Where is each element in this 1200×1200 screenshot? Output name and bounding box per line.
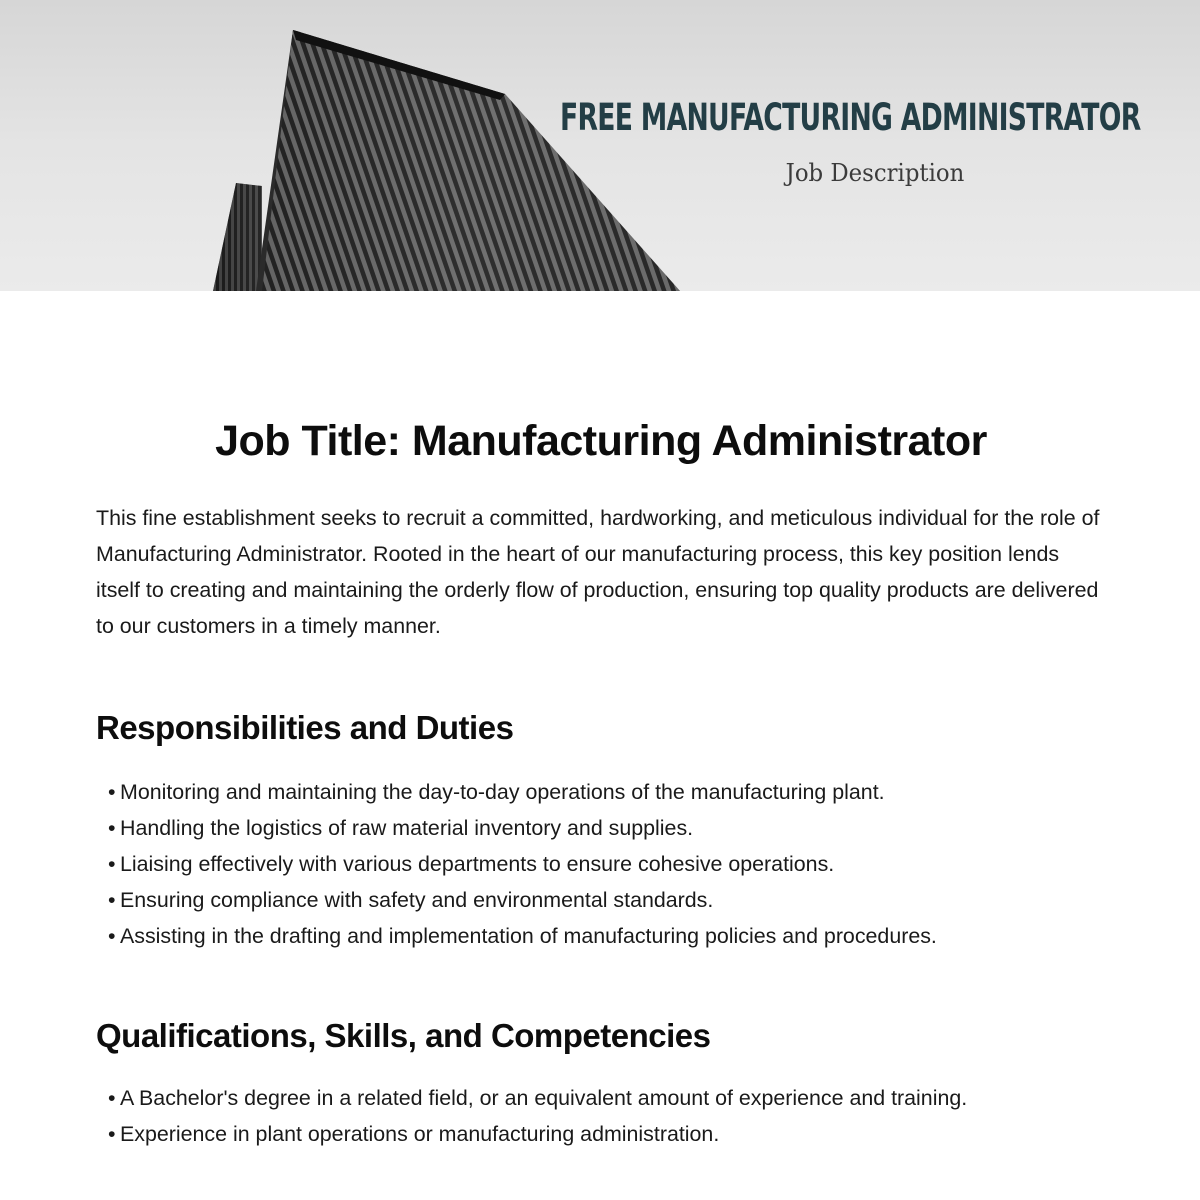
section-heading-responsibilities: Responsibilities and Duties [96, 709, 514, 746]
bullet-icon: • [108, 888, 116, 912]
header-banner [0, 0, 1200, 291]
document-title: Job Title: Manufacturing Administrator [215, 417, 987, 465]
intro-paragraph: This fine establishment seeks to recruit a committed, hardworking, and meticulous individual for the role of Manufacturing Administrator. Rooted in the heart of our manufacturing process, this key position lends itself to creating and maintaining the orderly flow of production, ensuring top quality products are delivered to our customers in a timely manner. [96, 506, 1100, 638]
bullet-icon: • [108, 924, 116, 948]
list-item-text: Monitoring and maintaining the day-to-day operations of the manufacturing plant. [120, 780, 885, 804]
bullet-icon: • [108, 816, 116, 840]
bullet-icon: • [108, 1086, 116, 1110]
bullet-icon: • [108, 780, 116, 804]
list-item [96, 774, 1106, 810]
list-item [96, 1116, 1106, 1152]
list-item [96, 810, 1106, 846]
banner-subtitle: Job Description [785, 159, 965, 187]
list-item [96, 846, 1106, 882]
qualifications-list [96, 1080, 1106, 1152]
list-item-text: Ensuring compliance with safety and environmental standards. [120, 888, 714, 912]
list-item [96, 1080, 1106, 1116]
bullet-icon: • [108, 852, 116, 876]
bullet-icon: • [108, 1122, 116, 1146]
list-item-text: A Bachelor's degree in a related field, or an equivalent amount of experience and training. [120, 1086, 968, 1110]
responsibilities-list [96, 774, 1106, 954]
list-item-text: Experience in plant operations or manufacturing administration. [120, 1122, 720, 1146]
banner-title: FREE MANUFACTURING ADMINISTRATOR [560, 96, 1141, 139]
list-item-text: Handling the logistics of raw material inventory and supplies. [120, 816, 694, 840]
list-item [96, 882, 1106, 918]
list-item [96, 918, 1106, 954]
list-item-text: Assisting in the drafting and implementation of manufacturing policies and procedures. [120, 924, 937, 948]
list-item-text: Liaising effectively with various departments to ensure cohesive operations. [120, 852, 835, 876]
document-body [96, 408, 1106, 1152]
section-heading-qualifications: Qualifications, Skills, and Competencies [96, 1017, 711, 1054]
